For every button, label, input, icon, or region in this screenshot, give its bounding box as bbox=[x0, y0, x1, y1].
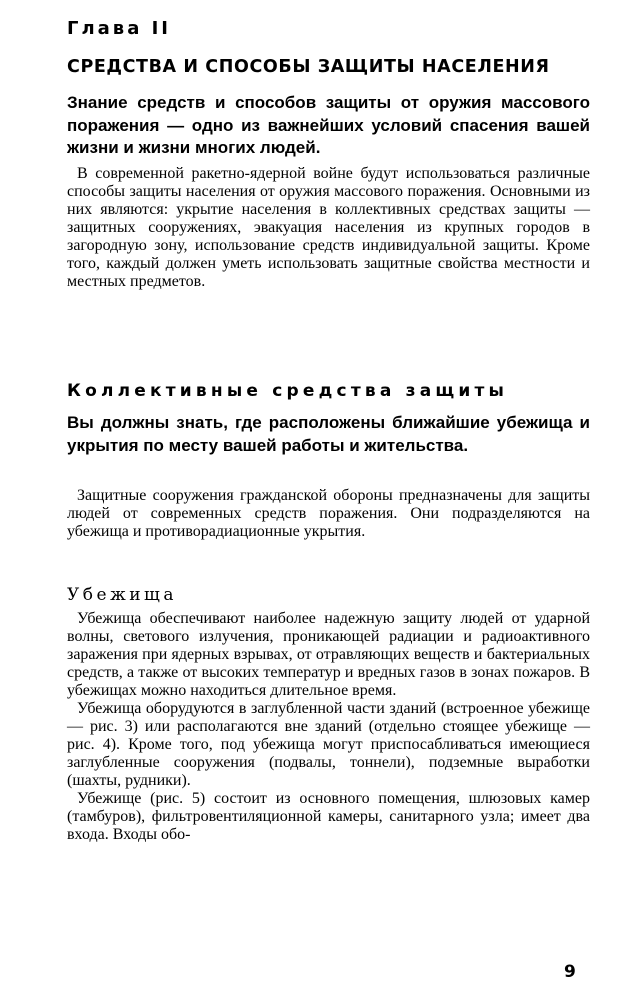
chapter-lead-text: Знание средств и способов защиты от оружия массового поражения — одно из важнейших условий спасения вашей жизни и жизни многих людей. bbox=[67, 93, 590, 157]
page-number: 9 bbox=[564, 962, 576, 982]
chapter-label: Глава II bbox=[67, 18, 171, 39]
chapter-lead bbox=[67, 92, 590, 160]
section-intro-text: Защитные сооружения гражданской обороны предназначены для защиты людей от современных средств поражения. Они подразделяются на убежища и противорадиационные укрытия. bbox=[67, 487, 590, 540]
subsection-body bbox=[67, 610, 590, 844]
section-intro bbox=[67, 487, 590, 541]
chapter-intro-text: В современной ракетно-ядерной войне будут использоваться различные способы защиты населения от оружия массового поражения. Основными из них являются: укрытие населения в коллективных средствах защиты — защитных сооружениях, эвакуация населения из крупных городов в загородную зону, использование средств индивидуальной защиты. Кроме того, каждый должен уметь использовать защитные свойства местности и местных предметов. bbox=[67, 165, 590, 290]
subsection-paragraph: Убежища обеспечивают наиболее надежную защиту людей от ударной волны, светового излучения, проникающей радиации и радиоактивного заражения при ядерных взрывах, от отравляющих веществ и бактериальных средств, а также от высоких температур и вредных газов в зонах пожаров. В убежищах можно находиться длительное время. bbox=[67, 610, 590, 699]
subsection-paragraph: Убежище (рис. 5) состоит из основного помещения, шлюзовых камер (тамбуров), фильтровентиляционной камеры, санитарного узла; имеет два входа. Входы обо- bbox=[67, 790, 590, 843]
subsection-header bbox=[67, 583, 590, 607]
section-lead-text: Вы должны знать, где расположены ближайшие убежища и укрытия по месту вашей работы и жительства. bbox=[67, 413, 590, 455]
chapter-intro bbox=[67, 165, 590, 291]
chapter-header bbox=[67, 14, 590, 80]
section-heading: Коллективные средства защиты bbox=[67, 381, 509, 401]
subsection-heading: Убежища bbox=[67, 585, 177, 605]
chapter-title: СРЕДСТВА И СПОСОБЫ ЗАЩИТЫ НАСЕЛЕНИЯ bbox=[67, 57, 550, 77]
section-lead bbox=[67, 412, 590, 457]
section-header bbox=[67, 379, 590, 403]
subsection-paragraph: Убежища оборудуются в заглубленной части зданий (встроенное убежище — рис. 3) или располагаются вне зданий (отдельно стоящее убежище — рис. 4). Кроме того, под убежища могут приспосабливаться имеющиеся заглубленные сооружения (подвалы, тоннели), подземные выработки (шахты, рудники). bbox=[67, 700, 590, 789]
